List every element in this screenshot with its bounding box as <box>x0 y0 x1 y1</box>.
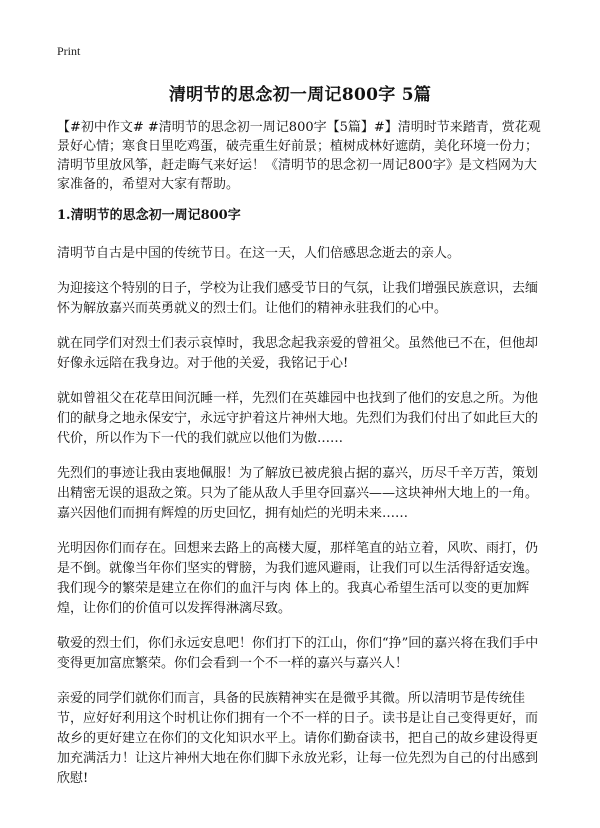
body-paragraph: 就在同学们对烈士们表示哀悼时，我思念起我亲爱的曾祖父。虽然他已不在，但他却好像永远陪在我身边。对于他的关爱，我铭记于心! <box>57 336 539 371</box>
document-body <box>57 118 549 804</box>
print-label: Print <box>57 44 81 58</box>
body-paragraph: 清明节自古是中国的传统节日。在这一天，人们倍感思念逝去的亲人。 <box>57 246 461 261</box>
body-paragraph: 为迎接这个特别的日子，学校为让我们感受节日的气氛，让我们增强民族意识，去缅怀为解放嘉兴而英勇就义的烈士们。让他们的精神永驻我们的心中。 <box>57 281 539 316</box>
body-paragraph: 就如曾祖父在花草田间沉睡一样，先烈们在英雄园中也找到了他们的安息之所。为他们的献身之地永保安宁，永远守护着这片神州大地。先烈们为我们付出了如此巨大的代价，所以作为下一代的我们就应以他们为傲…… <box>57 391 539 446</box>
intro-paragraph: 【#初中作文# #清明节的思念初一周记800字【5篇】#】清明时节来踏青，赏花观景好心情；寒食日里吃鸡蛋，破壳重生好前景；植树成林好遮荫，美化环境一份力；清明节里放风筝，赶走晦气来好运！《清明节的思念初一周记800字》是文档网为大家准备的，希望对大家有帮助。 <box>57 120 541 192</box>
body-paragraph: 敬爱的烈士们，你们永远安息吧！你们打下的江山，你们“挣”回的嘉兴将在我们手中变得更加富庶繁荣。你们会看到一个不一样的嘉兴与嘉兴人！ <box>57 636 539 671</box>
section-heading: 1.清明节的思念初一周记800字 <box>57 208 241 223</box>
page-title: 清明节的思念初一周记800字 5篇 <box>168 85 432 105</box>
body-paragraph: 光明因你们而存在。回想来去路上的高楼大厦，那样笔直的站立着，风吹、雨打，仍是不倒。就像当年你们坚实的臂膀，为我们遮风避雨，让我们可以生活得舒适安逸。我们现今的繁荣是建立在你们的血汗与肉 体上的。我真心希望生活可以变的更加辉煌，让你们的价值可以发挥得淋漓尽致。 <box>57 541 539 616</box>
body-paragraph: 亲爱的同学们就你们而言，具备的民族精神实在是微乎其微。所以清明节是传统佳节，应好好利用这个时机让你们拥有一个不一样的日子。读书是让自己变得更好，而故乡的更好建立在你们的文化知识水平上。请你们勤奋读书，把自己的故乡建设得更加充满活力！让这片神州大地在你们脚下永放光彩，让每一位先烈为自己的付出感到欣慰! <box>57 691 539 786</box>
body-paragraph: 先烈们的事迹让我由衷地佩服！为了解放已被虎狼占据的嘉兴，历尽千辛万苦，策划出精密无误的退敌之策。只为了能从敌人手里夺回嘉兴——这块神州大地上的一角。嘉兴因他们而拥有辉煌的历史回忆，拥有灿烂的光明未来…… <box>57 466 539 521</box>
